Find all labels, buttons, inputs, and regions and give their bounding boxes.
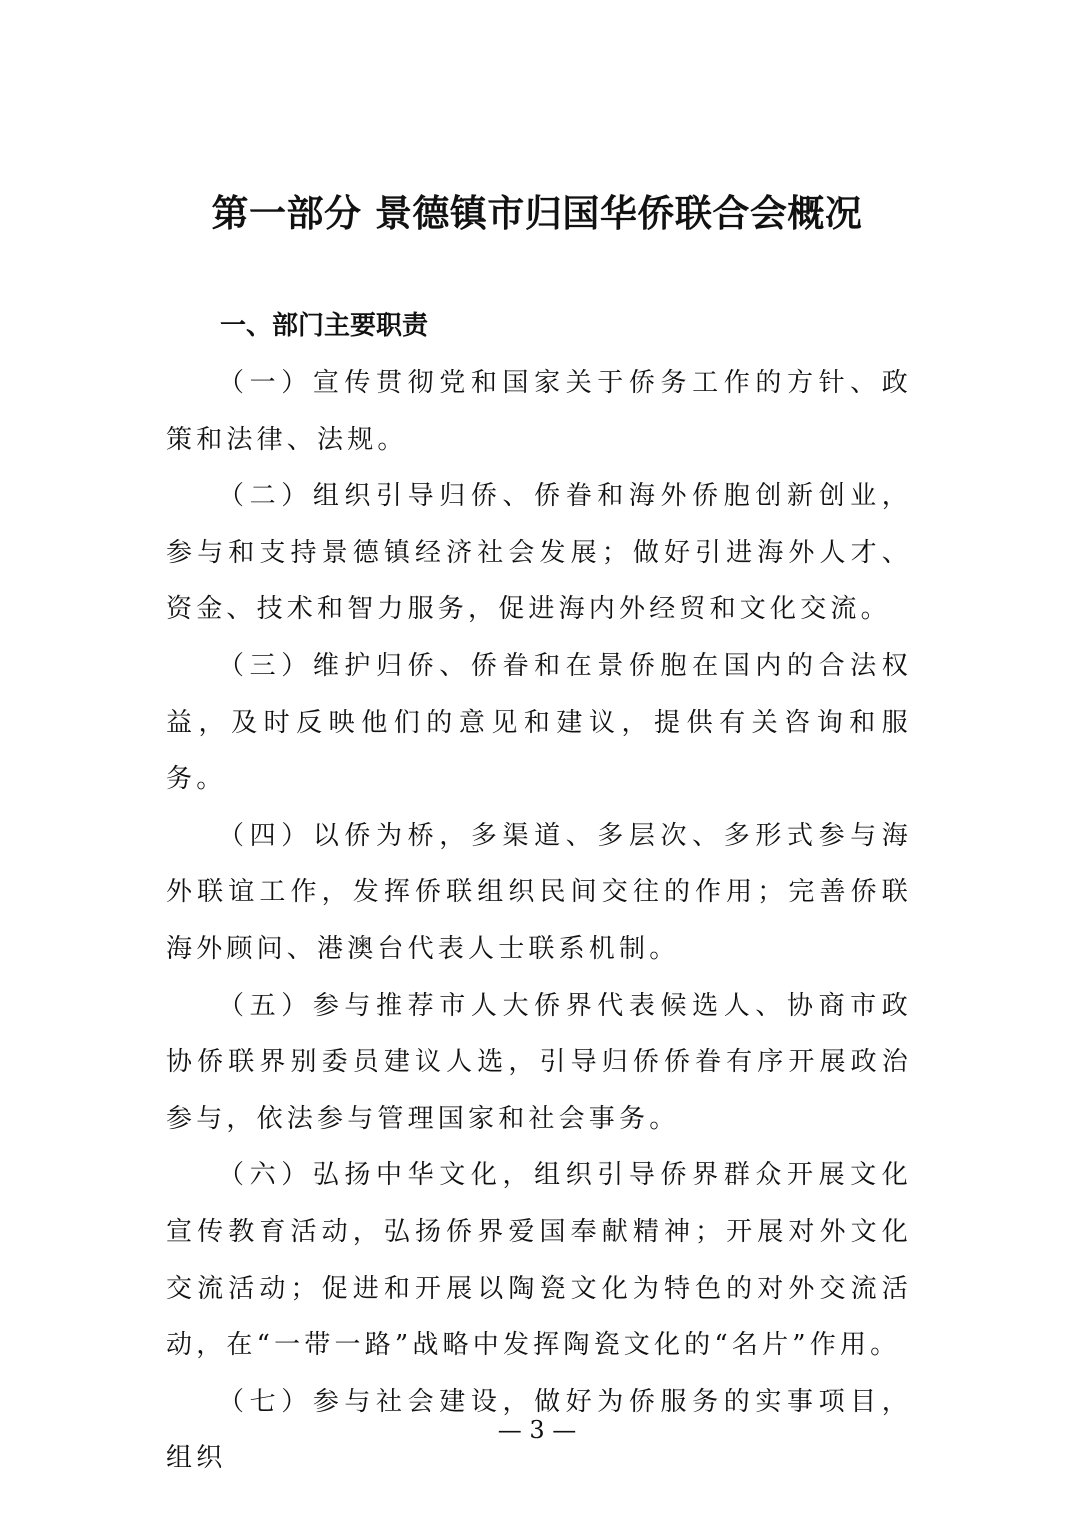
body-text (166, 355, 912, 1487)
paragraph-2: （二）组织引导归侨、侨眷和海外侨胞创新创业，参与和支持景德镇经济社会发展；做好引进海外人才、资金、技术和智力服务，促进海内外经贸和文化交流。 (166, 481, 912, 625)
paragraph-4: （四）以侨为桥，多渠道、多层次、多形式参与海外联谊工作，发挥侨联组织民间交往的作用；完善侨联海外顾问、港澳台代表人士联系机制。 (166, 820, 912, 964)
page-number: — 3 — (497, 1416, 577, 1444)
page-title: 第一部分 景德镇市归国华侨联合会概况 (211, 192, 863, 235)
paragraph-1: （一）宣传贯彻党和国家关于侨务工作的方针、政策和法律、法规。 (166, 368, 912, 455)
paragraph-6: （六）弘扬中华文化，组织引导侨界群众开展文化宣传教育活动，弘扬侨界爱国奉献精神；开展对外文化交流活动；促进和开展以陶瓷文化为特色的对外交流活动，在“一带一路”战略中发挥陶瓷文化的“名片”作用。 (166, 1160, 912, 1361)
paragraph-7: （七）参与社会建设，做好为侨服务的实事项目，组织 (166, 1386, 912, 1474)
section-heading: 一、部门主要职责 (220, 311, 429, 341)
paragraph-5: （五）参与推荐市人大侨界代表候选人、协商市政协侨联界别委员建议人选，引导归侨侨眷有序开展政治参与，依法参与管理国家和社会事务。 (166, 990, 912, 1134)
paragraph-3: （三）维护归侨、侨眷和在景侨胞在国内的合法权益，及时反映他们的意见和建议，提供有关咨询和服务。 (166, 650, 912, 795)
